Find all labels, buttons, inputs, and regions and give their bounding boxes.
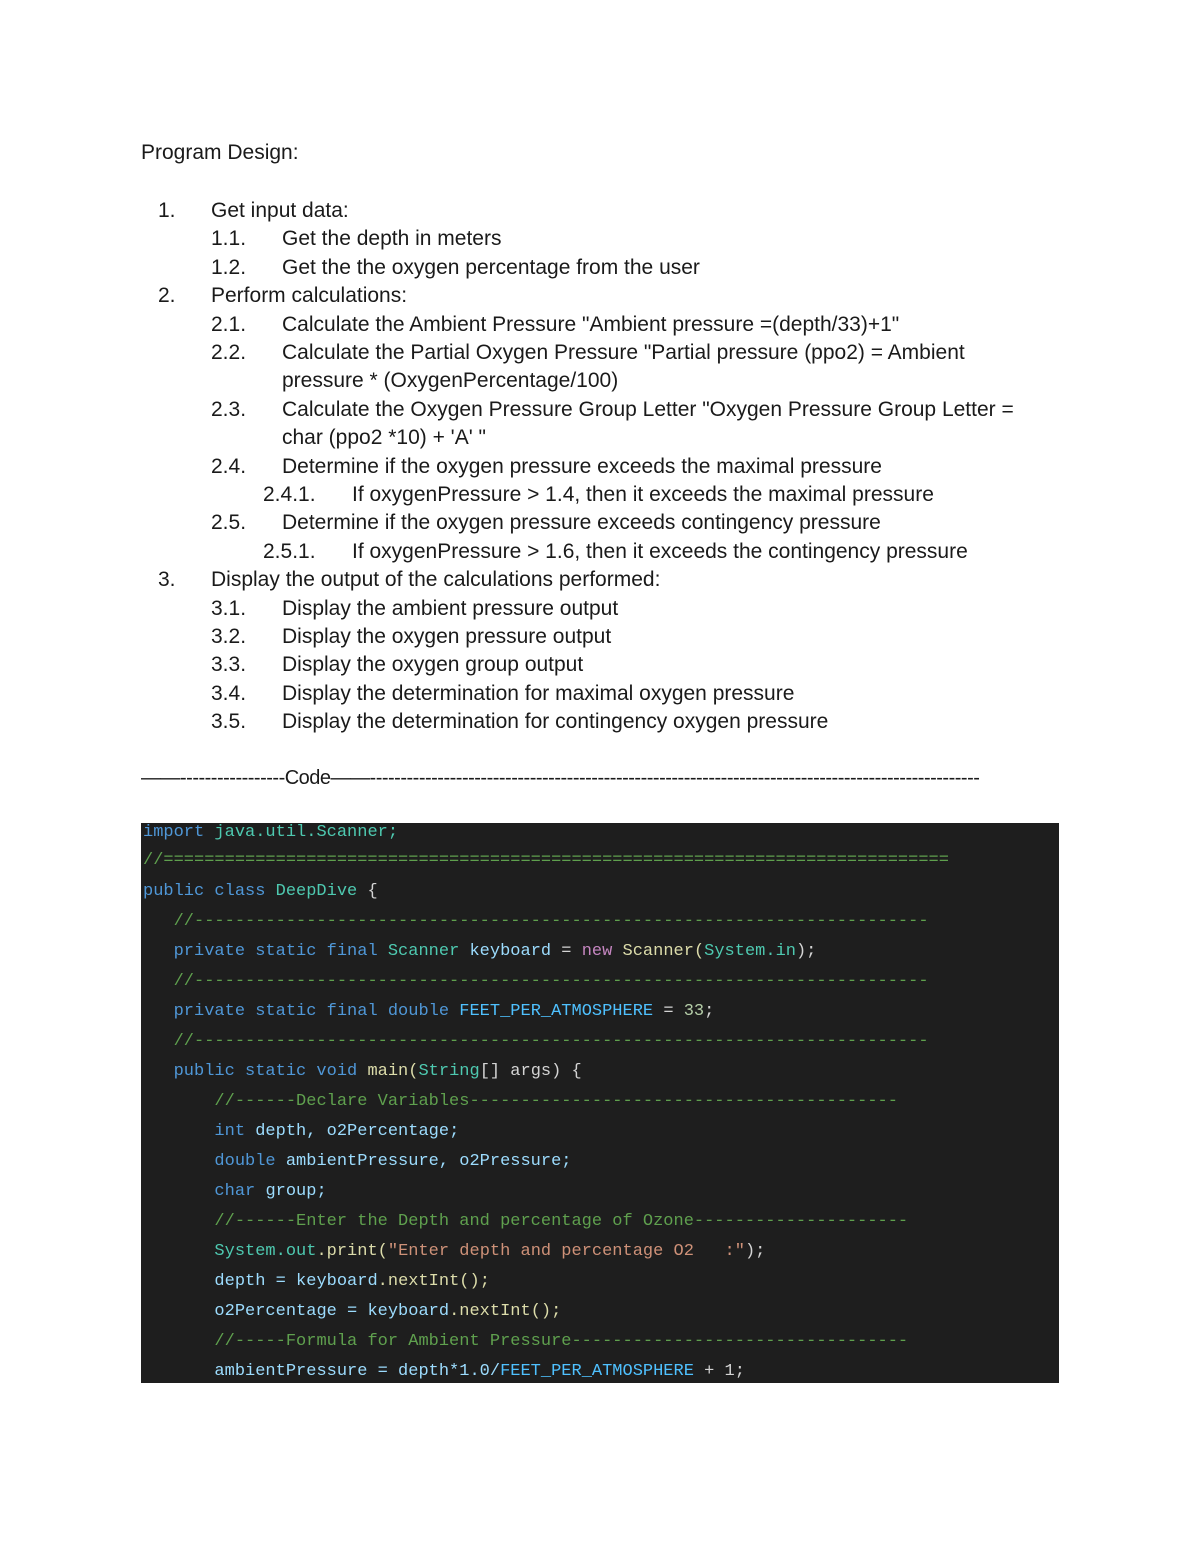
outline-text: Calculate the Oxygen Pressure Group Letter "Oxygen Pressure Group Letter =: [282, 398, 1014, 421]
outline-number: 2.3.: [211, 398, 247, 421]
code-line-18: //-----Formula for Ambient Pressure---------------------------------: [214, 1332, 909, 1351]
code-line-15: System.out.print("Enter depth and percentage O2 :");: [214, 1242, 766, 1261]
outline-text: Get the depth in meters: [282, 227, 502, 250]
outline-text: Display the output of the calculations performed:: [211, 568, 661, 591]
page-title: Program Design:: [141, 141, 299, 164]
outline-text: Display the ambient pressure output: [282, 597, 619, 620]
outline-number: 3.1.: [211, 597, 247, 620]
outline-text: If oxygenPressure > 1.4, then it exceeds the maximal pressure: [352, 483, 934, 506]
code-line-13: char group;: [214, 1182, 327, 1201]
outline-text: Calculate the Ambient Pressure "Ambient pressure =(depth/33)+1": [282, 313, 900, 336]
outline-number: 2.4.1.: [263, 483, 316, 506]
outline-number: 2.5.: [211, 511, 247, 534]
outline-number: 1.: [158, 199, 176, 222]
code-line-17: o2Percentage = keyboard.nextInt();: [214, 1302, 562, 1321]
outline-text: Display the determination for contingency oxygen pressure: [282, 710, 829, 733]
outline-number: 3.2.: [211, 625, 247, 648]
outline-text: Get the the oxygen percentage from the user: [282, 256, 700, 279]
code-line-3: public class DeepDive {: [143, 882, 378, 901]
code-line-4: //------------------------------------------------------------------------: [173, 912, 929, 931]
code-line-11: int depth, o2Percentage;: [214, 1122, 460, 1141]
outline-number: 3.4.: [211, 682, 247, 705]
code-line-10: //------Declare Variables------------------------------------------: [214, 1092, 898, 1111]
code-line-5: private static final Scanner keyboard = new Scanner(System.in);: [173, 942, 817, 961]
code-block: [141, 823, 1059, 1383]
outline-number: 2.4.: [211, 455, 247, 478]
outline-text: Determine if the oxygen pressure exceeds the maximal pressure: [282, 455, 882, 478]
outline-number: 2.2.: [211, 341, 247, 364]
code-line-1: import java.util.Scanner;: [143, 823, 399, 842]
code-line-14: //------Enter the Depth and percentage of Ozone---------------------: [214, 1212, 909, 1231]
code-divider: ——-----------------Code——---------------------------------------------------------------------------------------------------: [141, 767, 980, 789]
code-line-8: //------------------------------------------------------------------------: [173, 1032, 929, 1051]
code-line-16: depth = keyboard.nextInt();: [214, 1272, 490, 1291]
outline-text: Display the oxygen group output: [282, 653, 584, 676]
outline-number: 2.: [158, 284, 176, 307]
outline-number: 3.3.: [211, 653, 247, 676]
outline-number: 2.1.: [211, 313, 247, 336]
code-line-7: private static final double FEET_PER_ATMOSPHERE = 33;: [173, 1002, 715, 1021]
outline-text: Determine if the oxygen pressure exceeds contingency pressure: [282, 511, 881, 534]
outline-text: Get input data:: [211, 199, 349, 222]
outline-text: If oxygenPressure > 1.6, then it exceeds the contingency pressure: [352, 540, 968, 563]
outline-text: Display the oxygen pressure output: [282, 625, 612, 648]
outline-number: 1.1.: [211, 227, 247, 250]
outline-text: Display the determination for maximal oxygen pressure: [282, 682, 795, 705]
code-line-9: public static void main(String[] args) {: [173, 1062, 582, 1081]
outline-number: 2.5.1.: [263, 540, 316, 563]
outline-text: Calculate the Partial Oxygen Pressure "Partial pressure (ppo2) = Ambient: [282, 341, 965, 364]
outline-number: 1.2.: [211, 256, 247, 279]
outline-text: pressure * (OxygenPercentage/100): [282, 369, 619, 392]
code-line-6: //------------------------------------------------------------------------: [173, 972, 929, 991]
code-line-12: double ambientPressure, o2Pressure;: [214, 1152, 572, 1171]
outline-number: 3.5.: [211, 710, 247, 733]
code-line-2: //=============================================================================: [143, 851, 949, 870]
outline-text: char (ppo2 *10) + 'A' ": [282, 426, 487, 449]
outline-text: Perform calculations:: [211, 284, 408, 307]
outline-number: 3.: [158, 568, 176, 591]
code-line-19: ambientPressure = depth*1.0/FEET_PER_ATMOSPHERE + 1;: [214, 1362, 745, 1381]
